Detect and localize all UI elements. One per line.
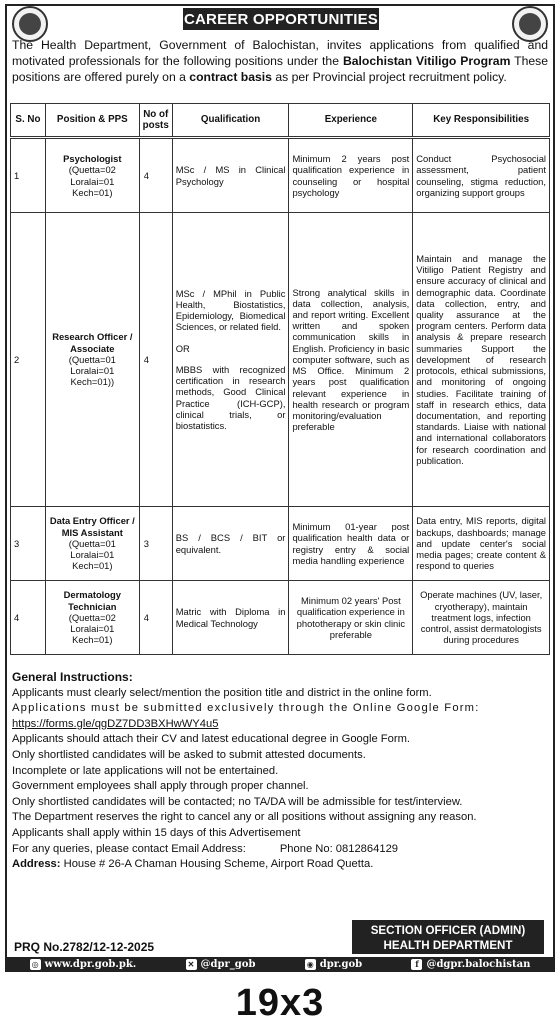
facebook-handle: @dgpr.balochistan — [426, 959, 531, 970]
table-row — [11, 213, 550, 507]
twitter-handle: @dpr_gob — [200, 959, 256, 970]
col-header-experience: Experience — [289, 104, 413, 138]
cell-sno: 1 — [11, 138, 46, 213]
table-row — [11, 138, 550, 213]
table-header-row — [11, 104, 550, 138]
google-form-link[interactable]: https://forms.gle/qgDZ7DD3BXHwWY4u5 — [12, 717, 219, 730]
table-row — [11, 581, 550, 655]
qualification-primary: MSc / MPhil in Public Health, Biostatistics, Epidemiology, Biomedical Sciences, or related field. — [175, 287, 286, 333]
instruction-line: The Department reserves the right to cancel any or all positions without assigning any reason. — [12, 811, 477, 824]
phone-number: Phone No: 0812864129 — [279, 842, 399, 855]
instruction-line: Applicants shall apply within 15 days of this Advertisement — [12, 826, 301, 839]
cell-position — [45, 213, 139, 507]
general-instructions — [12, 670, 548, 873]
signoff-title: SECTION OFFICER (ADMIN) — [370, 924, 526, 937]
contract-basis: contract basis — [189, 70, 272, 84]
instructions-heading: General Instructions: — [12, 670, 133, 684]
cell-posts: 4 — [139, 581, 172, 655]
cell-position — [45, 138, 139, 213]
instruction-line: Incomplete or late applications will not be entertained. — [12, 764, 279, 777]
email-label: For any queries, please contact Email Address: — [12, 842, 246, 855]
cell-responsibilities: Data entry, MIS reports, digital backups, dashboards; manage and update center's social media pages; create content & respond to queries — [413, 507, 550, 581]
position-title: Research Officer / Associate — [52, 331, 133, 354]
address-text: House # 26-A Chaman Housing Scheme, Airport Road Quetta. — [63, 858, 374, 871]
cell-posts: 4 — [139, 213, 172, 507]
intro-text-3: as per Provincial project recruitment policy. — [271, 70, 507, 84]
col-header-responsibilities: Key Responsibilities — [413, 104, 550, 138]
qualification-or: OR — [175, 342, 190, 354]
cell-qualification — [172, 213, 289, 507]
program-name: Balochistan Vitiligo Program — [342, 54, 511, 68]
globe-icon: ◎ — [30, 959, 41, 970]
instruction-line: Applicants should attach their CV and latest educational degree in Google Form. — [12, 733, 411, 746]
cell-qualification: Matric with Diploma in Medical Technology — [172, 581, 289, 655]
contact-row — [12, 842, 548, 858]
footer-twitter[interactable] — [186, 959, 256, 970]
cell-posts: 3 — [139, 507, 172, 581]
footer-facebook[interactable] — [411, 959, 530, 970]
intro-text-2: These positions are offered purely on a — [12, 54, 548, 84]
instruction-line: Applicants must clearly select/mention the position title and district in the online form. — [12, 686, 432, 699]
col-header-qualification: Qualification — [172, 104, 289, 138]
position-title: Psychologist — [63, 153, 122, 165]
instruction-line: Only shortlisted candidates will be asked to submit attested documents. — [12, 748, 366, 761]
position-stations: (Quetta=02 Loralai=01 Kech=01) — [68, 611, 116, 646]
col-header-posts: No of posts — [139, 104, 172, 138]
cell-experience: Minimum 02 years' Post qualification experience in phototherapy or skin clinic preferable — [289, 581, 413, 655]
address-label: Address: — [12, 858, 61, 871]
footer-website[interactable] — [30, 959, 137, 970]
instruction-line: Applications must be submitted exclusively through the Online Google Form: — [12, 702, 480, 715]
instagram-icon: ◉ — [305, 959, 316, 970]
position-title: Dermatology Technician — [63, 589, 121, 612]
instagram-handle: dpr.gob — [319, 959, 363, 970]
col-header-position: Position & PPS — [45, 104, 139, 138]
cell-experience: Minimum 01-year post qualification health data or registry entry & social media handling experience — [289, 507, 413, 581]
position-stations: (Quetta=01 Loralai=01 Kech=01)) — [68, 353, 116, 388]
page-title: CAREER OPPORTUNITIES — [183, 8, 379, 30]
instruction-line: Government employees shall apply through proper channel. — [12, 780, 309, 793]
footer-bar — [5, 957, 555, 972]
position-stations: (Quetta=02 Loralai=01 Kech=01) — [68, 164, 116, 198]
facebook-icon: f — [411, 959, 422, 970]
cell-responsibilities: Operate machines (UV, laser, cryotherapy), maintain treatment logs, infection control, assist dermatologists during procedures — [413, 581, 550, 655]
cell-experience: Strong analytical skills in data collection, analysis, and report writing. Excellent written and spoken communication skills in English. Proficiency in basic computer software, such as MS Office. Minimum 2 years post qualification relevant experience in health research or program monitoring/evaluation preferable — [289, 213, 413, 507]
col-header-sno: S. No — [11, 104, 46, 138]
cell-qualification: BS / BCS / BIT or equivalent. — [172, 507, 289, 581]
cell-sno: 2 — [11, 213, 46, 507]
position-stations: (Quetta=01 Loralai=01 Kech=01) — [68, 537, 116, 572]
signoff-block — [352, 920, 544, 954]
intro-paragraph — [12, 37, 548, 85]
cell-posts: 4 — [139, 138, 172, 213]
cell-qualification: MSc / MS in Clinical Psychology — [172, 138, 289, 213]
ad-size-label: 19x3 — [235, 982, 325, 1024]
signoff-department: HEALTH DEPARTMENT — [383, 939, 513, 952]
intro-text-1: The Health Department, Government of Balochistan, invites applications from qualified and motivated professionals for the following positions under the — [12, 38, 548, 68]
cell-responsibilities: Maintain and manage the Vitiligo Patient Registry and ensure accuracy of clinical and demographic data. Coordinate data collection, entry, and quality assurance at the program centers. Perform data analysis & prepare research summaries Support the development of research protocols, ethical submissions, and monitoring of ongoing studies. Facilitate training of staff in research ethics, data documentation, and reporting standards. Liaise with national and international collaborators for research coordination and publication. — [413, 213, 550, 507]
positions-table — [10, 103, 550, 655]
cell-position — [45, 507, 139, 581]
address-line — [12, 857, 548, 873]
cell-responsibilities: Conduct Psychosocial assessment, patient counseling, stigma reduction, organizing support groups — [413, 138, 550, 213]
instruction-line: Only shortlisted candidates will be contacted; no TA/DA will be admissible for test/interview. — [12, 795, 463, 808]
cell-sno: 4 — [11, 581, 46, 655]
cell-experience: Minimum 2 years post qualification experience in counseling or hospital psychology — [289, 138, 413, 213]
position-title: Data Entry Officer / MIS Assistant — [49, 515, 135, 538]
footer-instagram[interactable] — [305, 959, 362, 970]
cell-position — [45, 581, 139, 655]
table-row — [11, 507, 550, 581]
prq-number: PRQ No.2782/12-12-2025 — [14, 940, 155, 954]
qualification-alternative: MBBS with recognized certification in research methods, Good Clinical Practice (ICH-GCP), clinical trials, or biostatistics. — [175, 363, 286, 431]
twitter-icon: ✕ — [186, 959, 197, 970]
cell-sno: 3 — [11, 507, 46, 581]
website-text: www.dpr.gob.pk. — [44, 959, 137, 970]
